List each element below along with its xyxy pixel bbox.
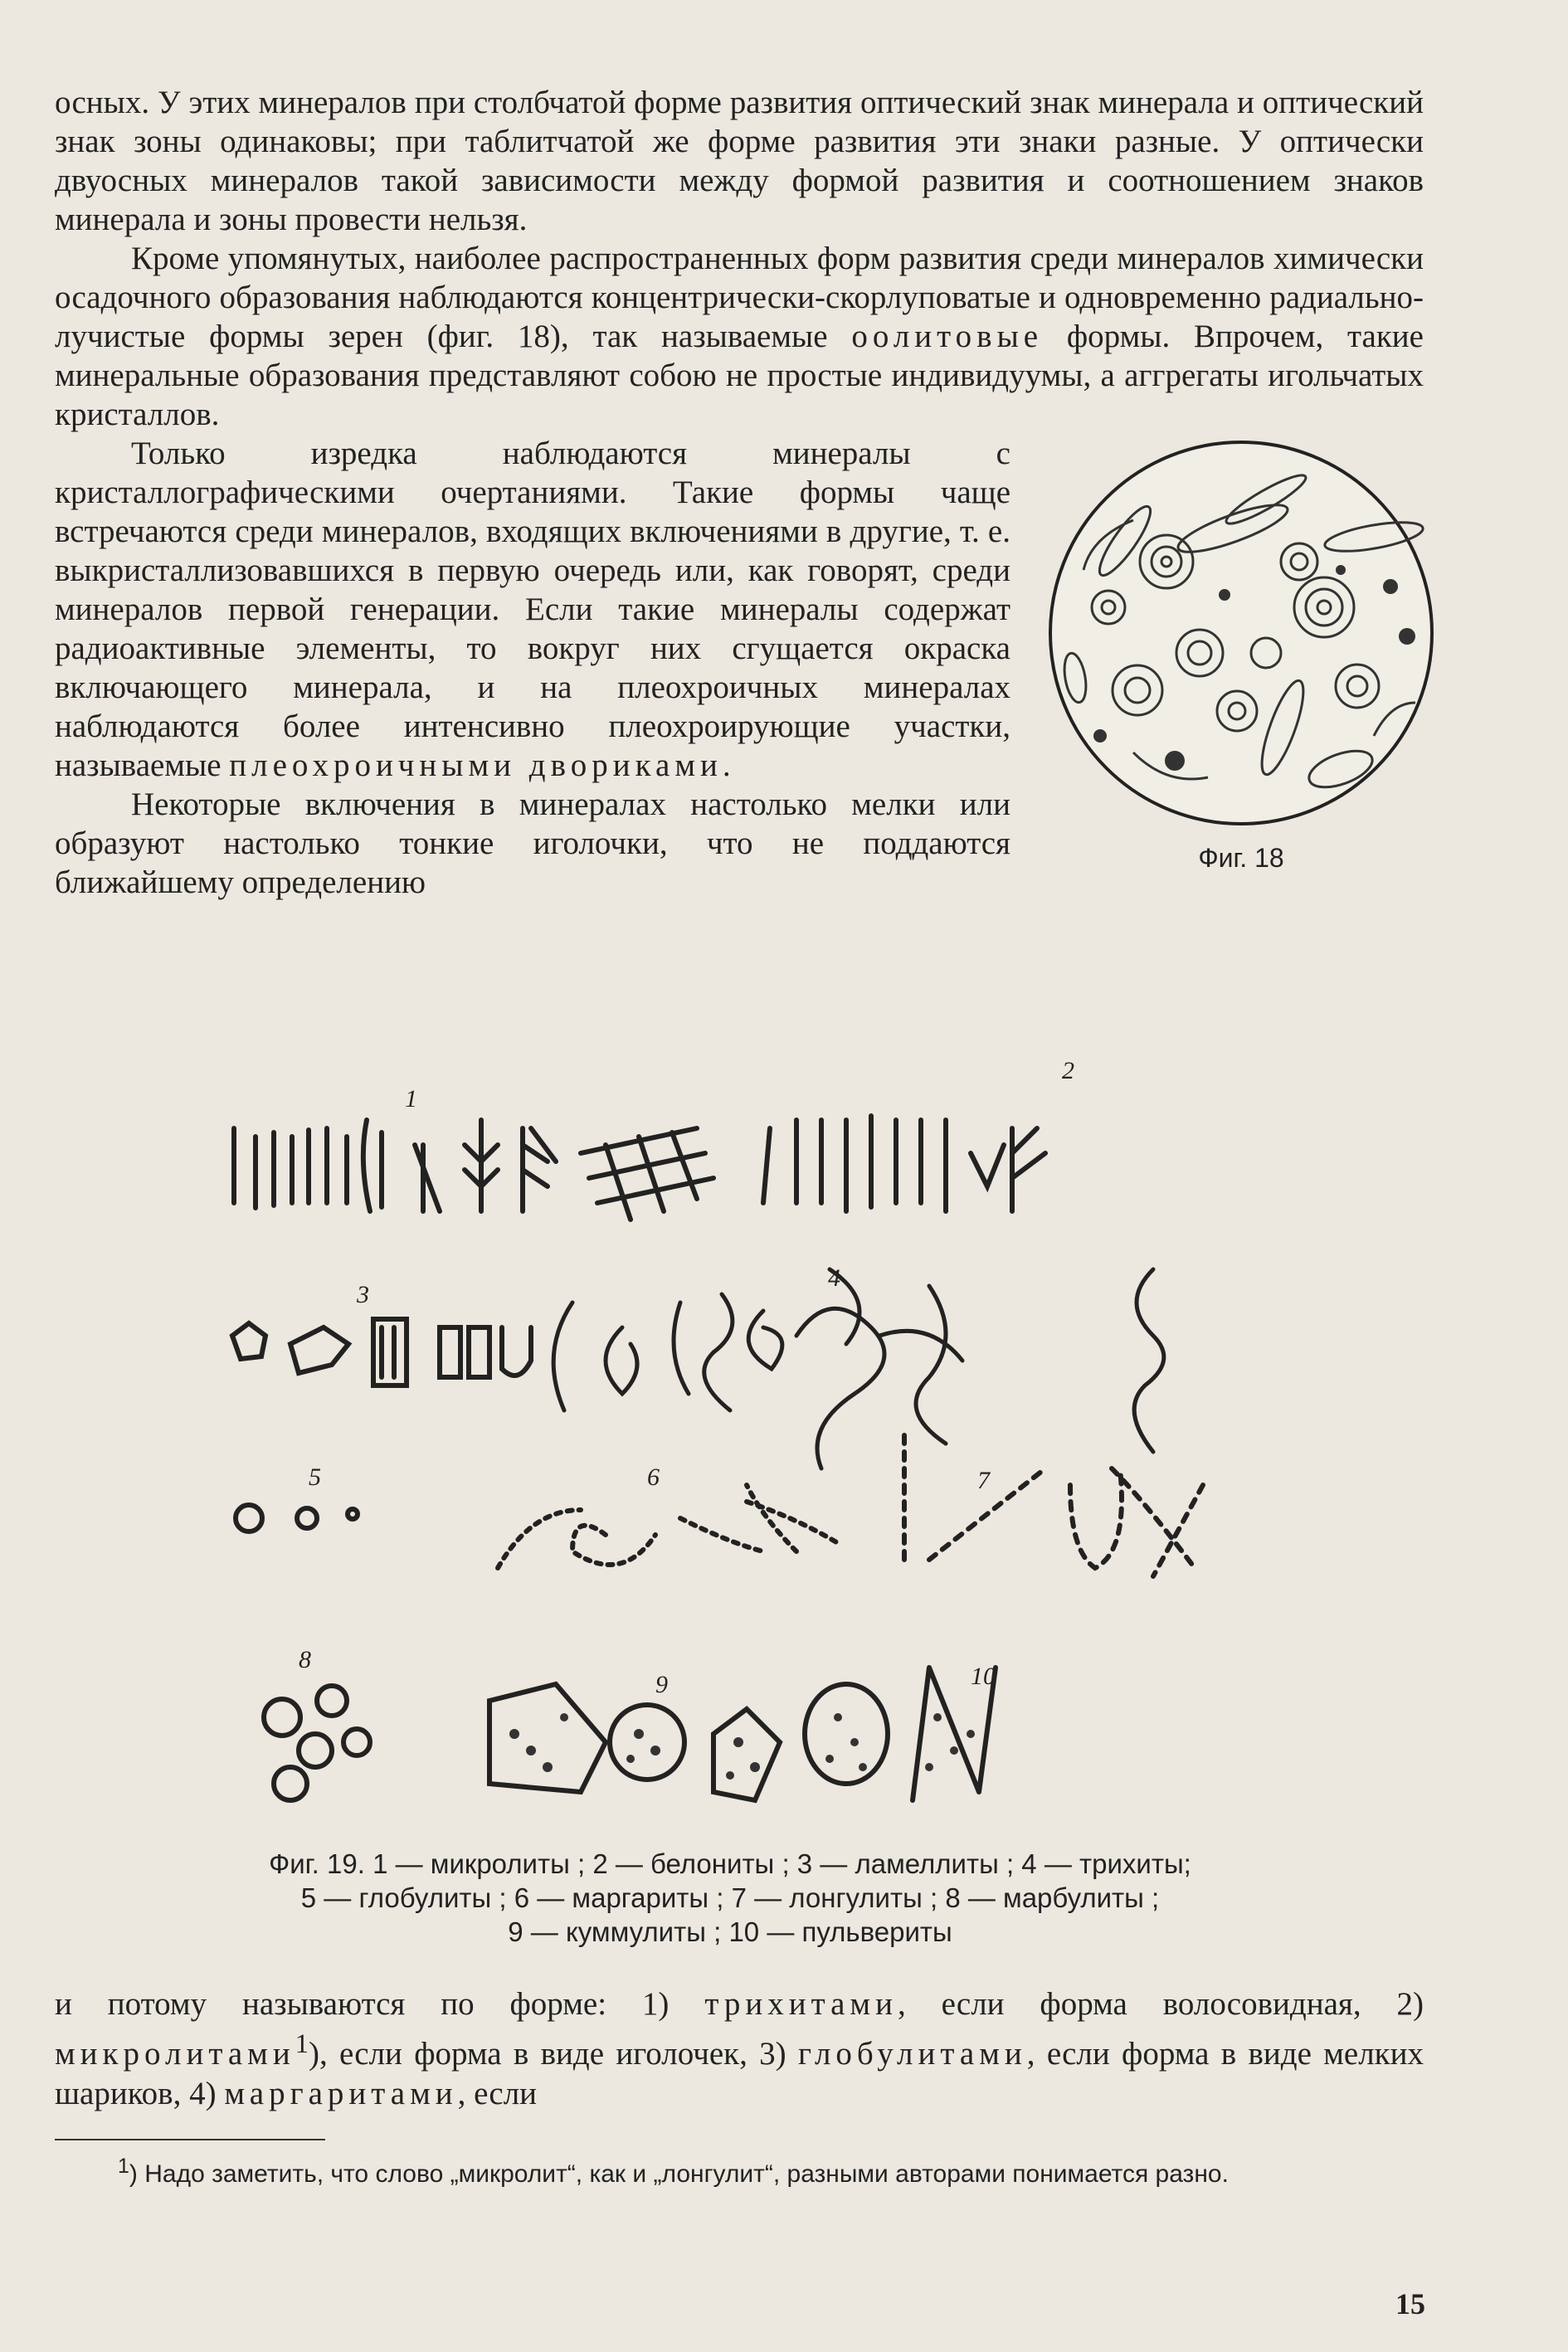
figure-19-caption-line-3: 9 — куммулиты ; 10 — пульвериты bbox=[508, 1916, 952, 1947]
figure-19-caption-line-1: Фиг. 19. 1 — микролиты ; 2 — белониты ; 3 — ламеллиты ; 4 — трихиты; bbox=[269, 1848, 1191, 1879]
term-oolitic: оолитовые bbox=[851, 319, 1044, 354]
fig19-number-6: 6 bbox=[647, 1463, 660, 1491]
fig19-number-8: 8 bbox=[299, 1646, 311, 1673]
term-pleochroic-halos: плеохроичными двориками bbox=[229, 747, 723, 783]
fig19-number-3: 3 bbox=[357, 1281, 369, 1308]
fig19-number-10: 10 bbox=[971, 1663, 996, 1690]
figure-18-drawing bbox=[1025, 437, 1457, 835]
paragraph-1: осных. У этих минералов при столбчатой форме развития оптический знак минерала и оптический знак зоны одинаковы; при таблитчатой же форме развития эти знаки разные. У оптически двуосных минералов такой зависимости между формой развития и соотношением знаков минерала и зоны провести нельзя. bbox=[55, 85, 1424, 237]
paragraph-2: Кроме упомянутых, наиболее распространенных форм развития среди минералов химически осадочного образования наблюдаются концентрически-скорлуповатые и одновременно радиально-лучистые формы зерен (фиг. 18), так называемые оолитовые формы. Впрочем, такие минеральные образования представляют собою не простые индивидуумы, а аггрегаты игольчатых кристаллов. bbox=[55, 241, 1424, 432]
fig19-number-1: 1 bbox=[405, 1085, 417, 1113]
figure-18-caption: Фиг. 18 bbox=[1198, 843, 1284, 873]
term-trichites: трихитами bbox=[704, 1986, 898, 2022]
page-number: 15 bbox=[1395, 2287, 1425, 2320]
fig19-number-9: 9 bbox=[655, 1671, 668, 1698]
footnote-mark: 1 bbox=[118, 2155, 129, 2178]
footnote-ref[interactable]: 1 bbox=[295, 2029, 309, 2059]
figure-18 bbox=[1025, 434, 1457, 952]
footnote bbox=[55, 2150, 1424, 2190]
term-margarites: маргаритами bbox=[224, 2076, 458, 2111]
main-text bbox=[55, 83, 1424, 952]
term-globulites: глобулитами bbox=[797, 2036, 1027, 2072]
footnote-divider bbox=[55, 2139, 325, 2140]
paragraph-5: и потому называются по форме: 1) трихитами, если форма волосовидная, 2) микролитами$^1$), если форма в виде иголочек, 3) глобулитами, если форма в виде мелких шариков, 4) маргаритами, если bbox=[55, 1986, 1424, 2111]
figure-19-caption-line-2: 5 — глобулиты ; 6 — маргариты ; 7 — лонгулиты ; 8 — марбулиты ; bbox=[300, 1882, 1160, 1913]
paragraph-3: Только изредка наблюдаются минералы с кристаллографическими очертаниями. Такие формы чаще встречаются среди минералов, входящих включениями в другие, т. е. выкристаллизовавшихся в первую очередь или, как говорят, среди минералов первой генерации. Если такие минералы содержат радиоактивные элементы, то вокруг них сгущается окраска включающего минерала, и на плеохроичных минералах наблюдаются более интенсивно плеохроирующие участки, называемые плеохроичными двориками. bbox=[55, 436, 1010, 783]
continuation-text bbox=[55, 1984, 1424, 2114]
footnote-text: ) Надо заметить, что слово „микролит“, как и „лонгулит“, разными авторами понимается разно. bbox=[129, 2160, 1229, 2188]
fig19-number-2: 2 bbox=[1062, 1057, 1074, 1084]
figure-19-caption bbox=[166, 1847, 1294, 1949]
term-microlites: микролитами bbox=[55, 2036, 295, 2072]
fig19-number-5: 5 bbox=[309, 1463, 321, 1491]
fig19-number-4: 4 bbox=[828, 1264, 840, 1292]
fig19-number-7: 7 bbox=[977, 1467, 990, 1494]
paragraph-4: Некоторые включения в минералах настолько мелки или образуют настолько тонкие иголочки, что не поддаются ближайшему определению bbox=[55, 786, 1010, 900]
figure-19-drawing bbox=[216, 1054, 1261, 1833]
